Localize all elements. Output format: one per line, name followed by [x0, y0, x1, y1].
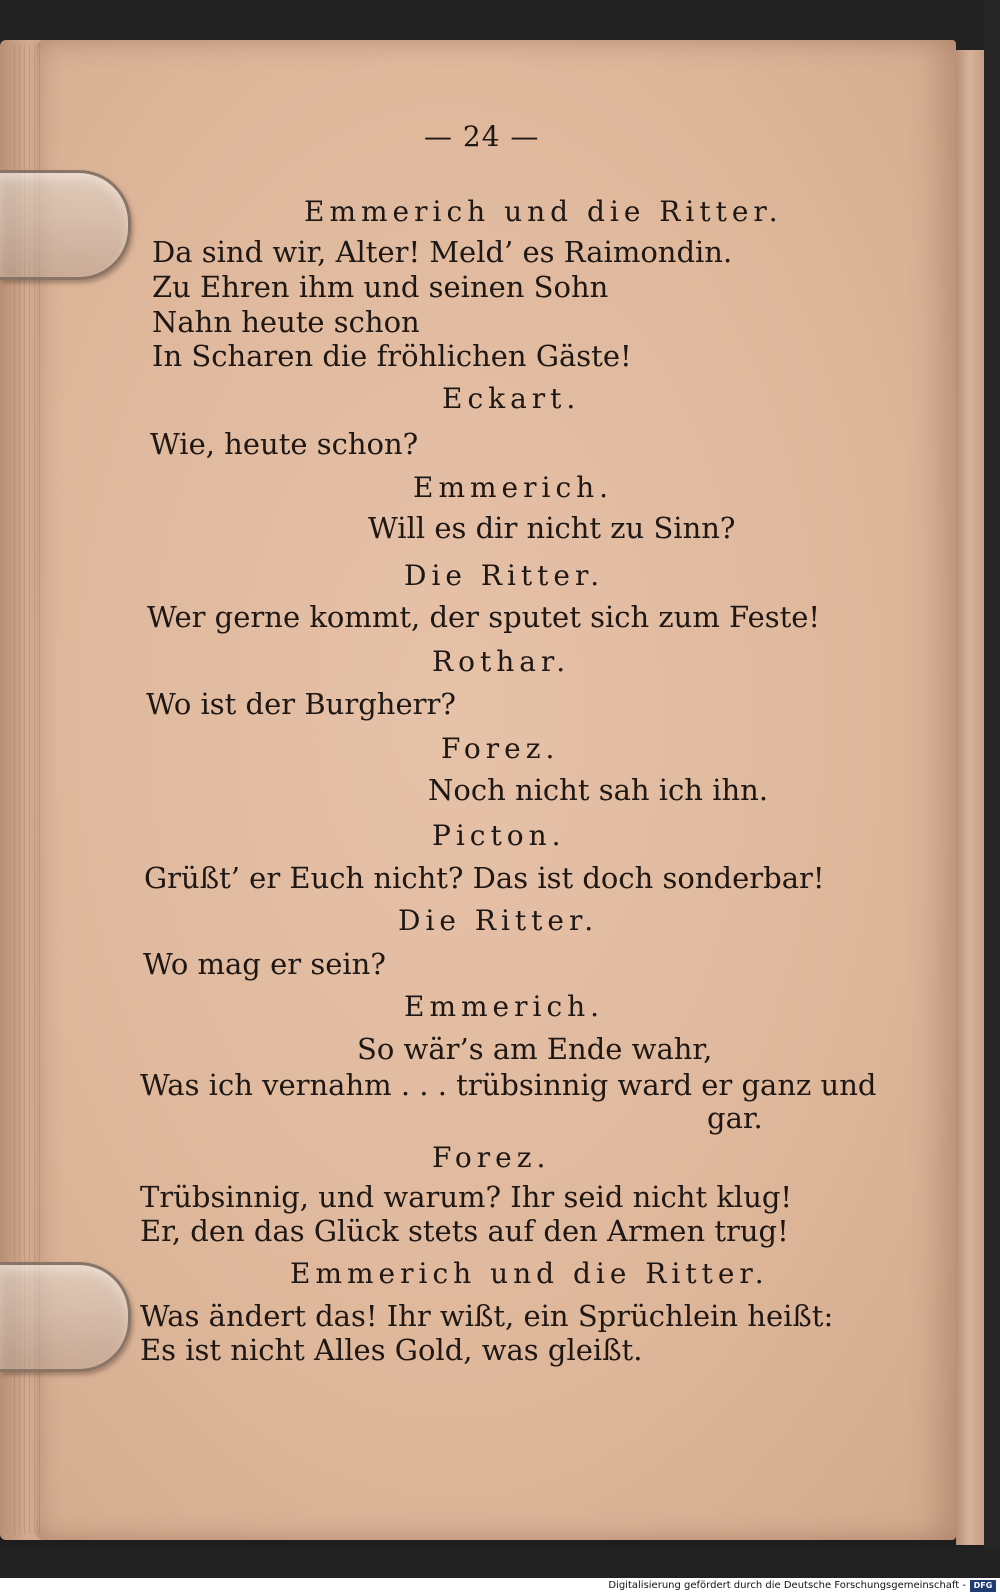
page-number: — 24 —: [424, 120, 540, 153]
page-clip-top: [0, 170, 131, 280]
verse-line: Wie, heute schon?: [150, 427, 419, 461]
verse-line: Grüßt’ er Euch nicht? Das ist doch sonderbar!: [144, 861, 825, 895]
verse-line: Was ändert das! Ihr wißt, ein Sprüchlein heißt:: [140, 1299, 834, 1333]
verse-line: Will es dir nicht zu Sinn?: [368, 511, 736, 545]
speaker-heading: Eckart.: [442, 382, 581, 415]
speaker-heading: Die Ritter.: [404, 559, 605, 592]
verse-line: Da sind wir, Alter! Meld’ es Raimondin.: [152, 235, 733, 269]
footer-credit: Digitalisierung gefördert durch die Deutsche Forschungsgemeinschaft -: [608, 1580, 966, 1591]
verse-line: Trübsinnig, und warum? Ihr seid nicht klug!: [140, 1180, 793, 1214]
speaker-heading: Picton.: [432, 819, 566, 852]
verse-line: In Scharen die fröhlichen Gäste!: [152, 339, 632, 373]
speaker-heading: Forez.: [441, 732, 560, 765]
verse-line: Wer gerne kommt, der sputet sich zum Feste!: [147, 600, 821, 634]
verse-line: Zu Ehren ihm und seinen Sohn: [152, 270, 609, 304]
verse-line: Was ich vernahm . . . trübsinnig ward er ganz und: [140, 1068, 877, 1102]
verse-line: Nahn heute schon: [152, 305, 420, 339]
speaker-heading: Forez.: [432, 1141, 551, 1174]
speaker-heading: Emmerich und die Ritter.: [290, 1257, 769, 1290]
verse-line: Er, den das Glück stets auf den Armen trug!: [140, 1214, 789, 1248]
dfg-logo: DFG: [970, 1580, 996, 1592]
speaker-heading: Emmerich und die Ritter.: [304, 195, 783, 228]
speaker-heading: Emmerich.: [404, 990, 605, 1023]
verse-line: So wär’s am Ende wahr,: [357, 1032, 713, 1066]
page-clip-bottom: [0, 1262, 131, 1372]
verse-line: Wo mag er sein?: [143, 947, 386, 981]
verse-line: Es ist nicht Alles Gold, was gleißt.: [140, 1333, 643, 1367]
speaker-heading: Rothar.: [432, 645, 571, 678]
page-right-edge: [956, 50, 986, 1545]
verse-line: gar.: [707, 1101, 763, 1135]
speaker-heading: Emmerich.: [413, 471, 614, 504]
speaker-heading: Die Ritter.: [398, 904, 599, 937]
verse-line: Noch nicht sah ich ihn.: [428, 773, 769, 807]
scanner-background-bottom: [0, 1548, 1000, 1578]
scanner-background-right: [984, 0, 1000, 1595]
verse-line: Wo ist der Burgherr?: [146, 687, 456, 721]
